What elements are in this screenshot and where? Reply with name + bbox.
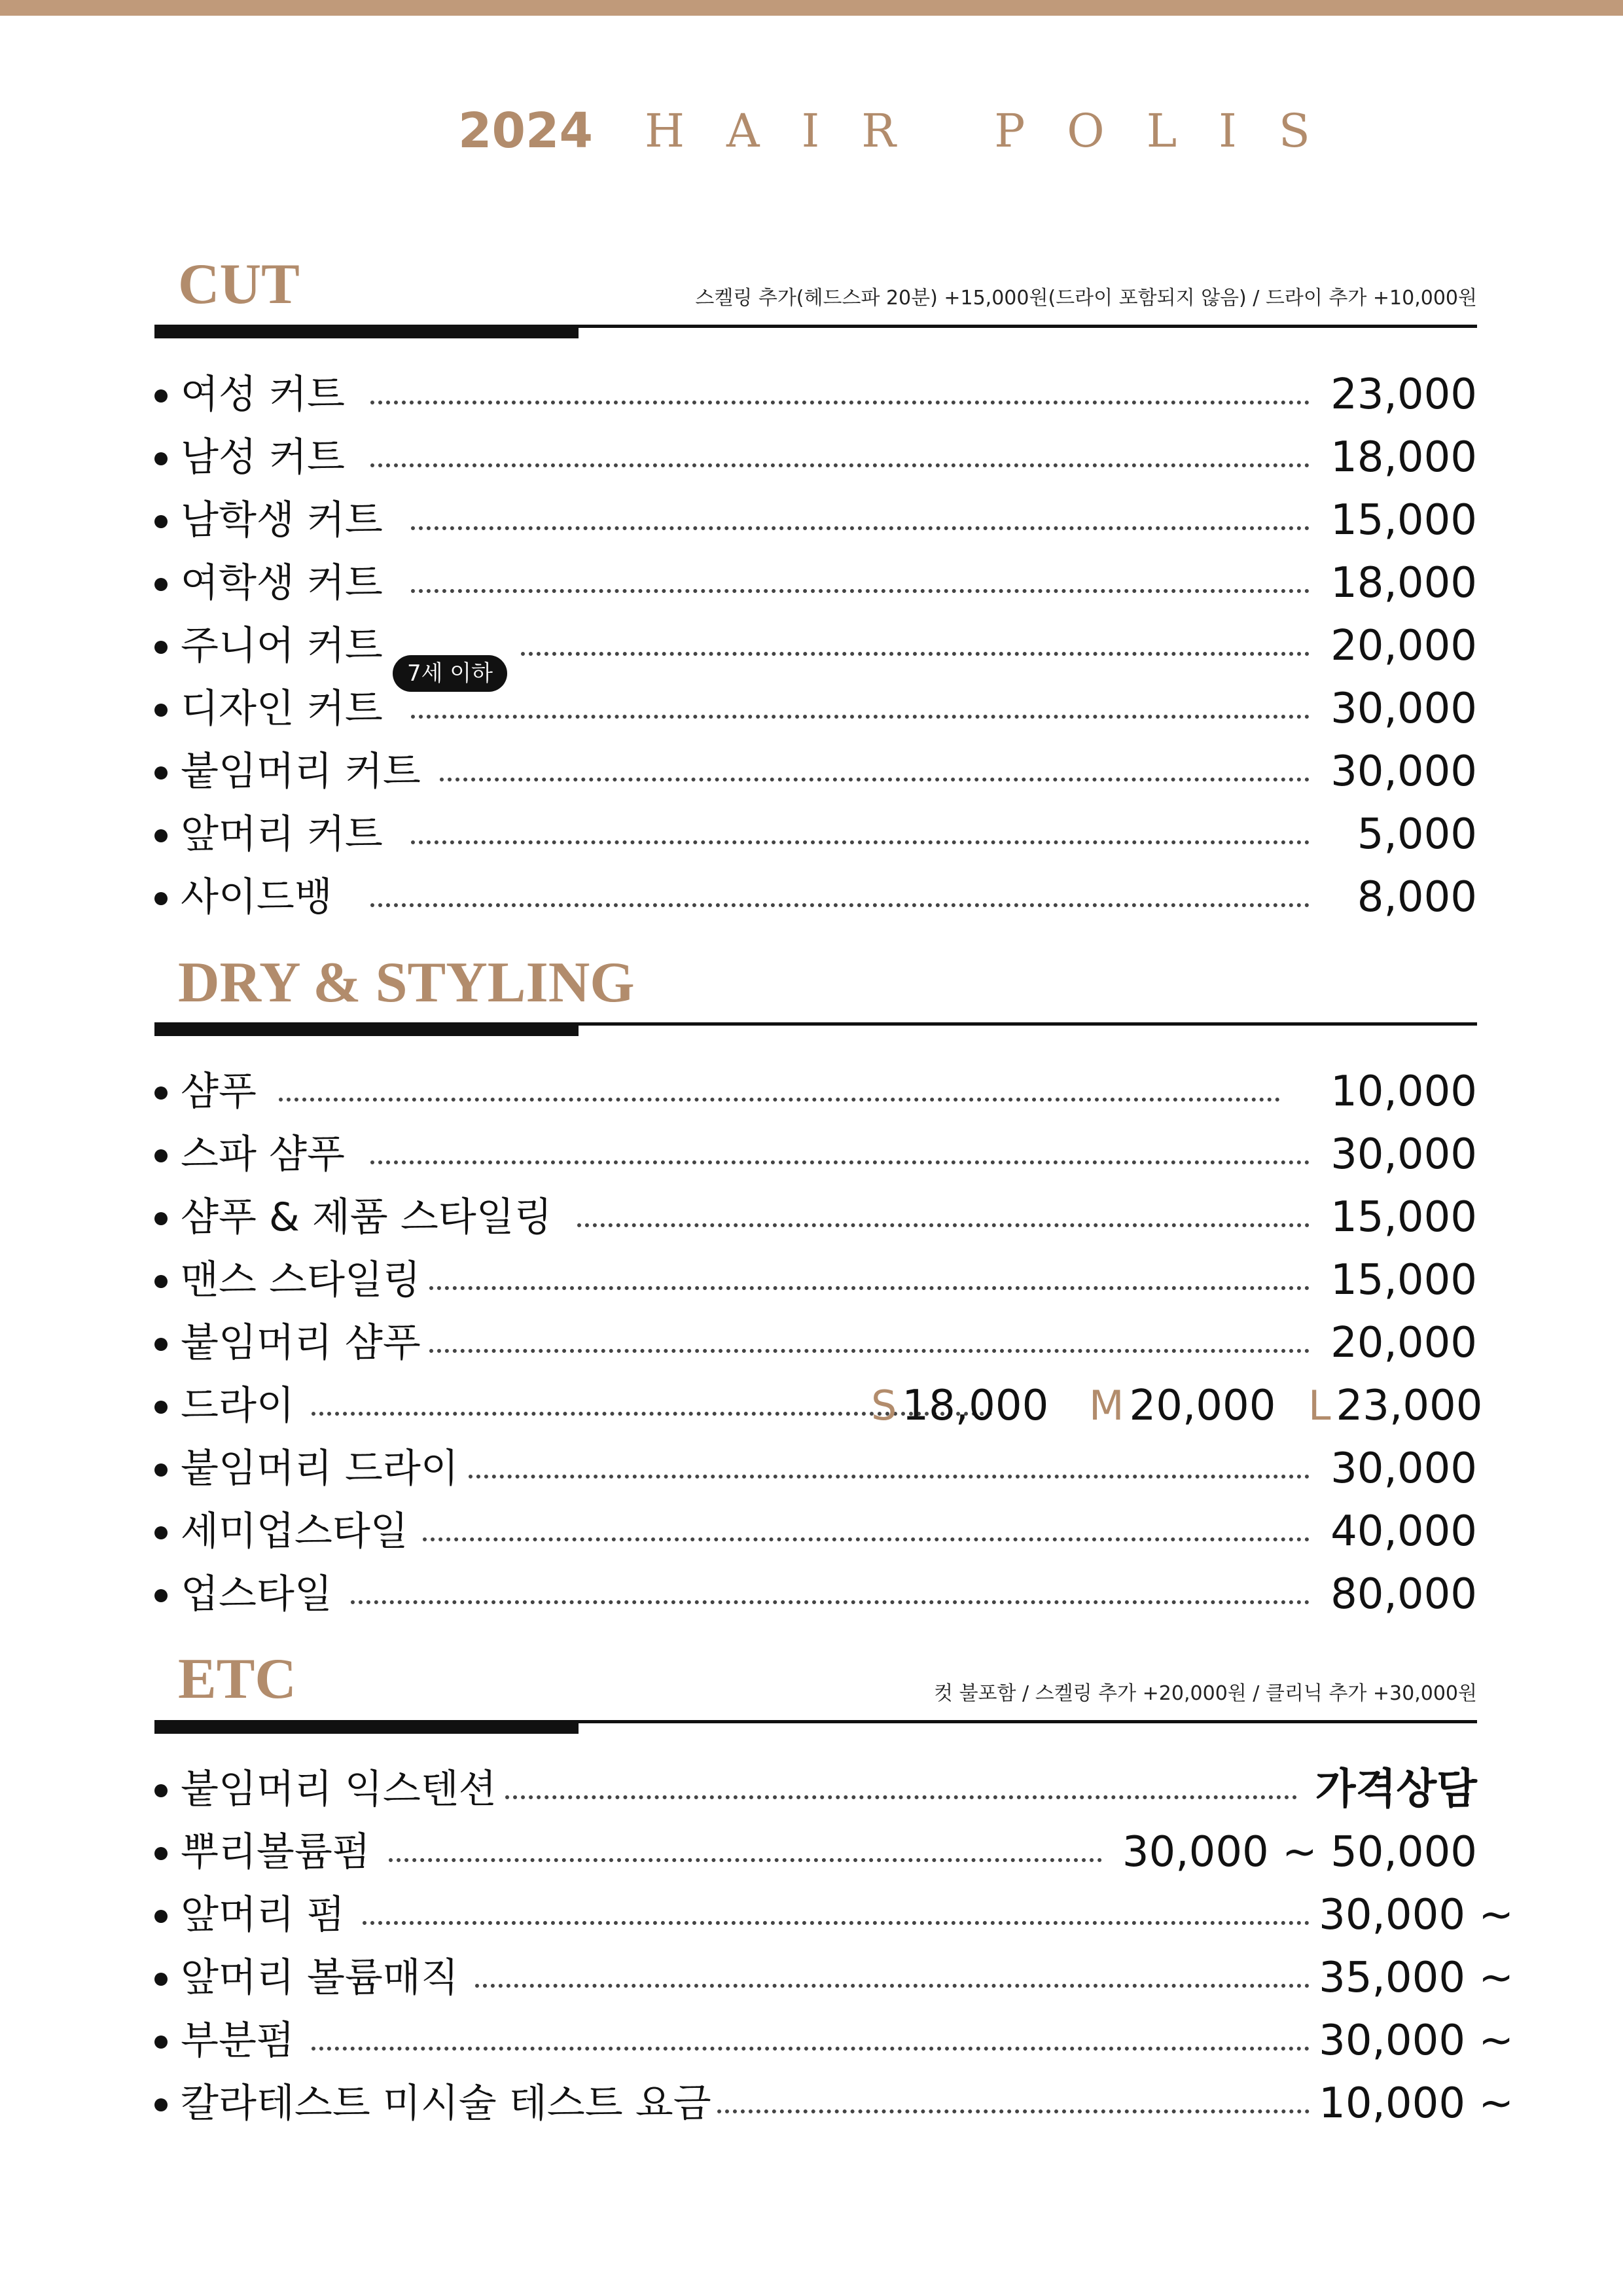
item-name: 앞머리 커트 <box>181 812 383 857</box>
bullet-icon <box>154 1973 168 1986</box>
bullet-icon <box>154 452 168 465</box>
item-price: 18,000 <box>1330 559 1477 607</box>
section-note-cut: 스켈링 추가(헤드스파 20분) +15,000원(드라이 포함되지 않음) / 드라이 추가 +10,000원 <box>695 287 1477 310</box>
bullet-icon <box>154 1589 168 1602</box>
bullet-icon <box>154 892 168 905</box>
menu-item <box>154 866 1477 929</box>
bullet-icon <box>154 1149 168 1162</box>
size-price-l <box>1308 1374 1482 1437</box>
item-name: 세미업스타일 <box>181 1509 408 1554</box>
menu-item <box>154 1500 1477 1563</box>
item-name: 붙임머리 드라이 <box>181 1446 459 1492</box>
menu-item <box>154 1374 1483 1437</box>
item-name: 샴푸 & 제품 스타일링 <box>181 1194 552 1240</box>
top-accent-bar <box>0 0 1623 16</box>
item-name: 드라이 <box>181 1383 294 1429</box>
item-price: 20,000 <box>1330 1319 1477 1367</box>
dot-leader <box>411 840 1310 844</box>
dot-leader <box>429 1286 1310 1290</box>
item-name: 붙임머리 샴푸 <box>181 1320 421 1366</box>
item-price: 15,000 <box>1330 496 1477 545</box>
bullet-icon <box>154 389 168 403</box>
bullet-icon <box>154 1784 168 1797</box>
item-price: 8,000 <box>1357 873 1477 922</box>
section-title-etc: ETC <box>178 1647 296 1711</box>
item-name: 남학생 커트 <box>181 497 383 543</box>
item-price: 23,000 <box>1330 370 1477 419</box>
item-name: 칼라테스트 미시술 테스트 요금 <box>181 2081 711 2126</box>
dot-leader <box>370 401 1310 404</box>
section-rule-accent <box>154 1723 579 1734</box>
item-price: 35,000 ~ <box>1319 1954 1514 2002</box>
item-price: 20,000 <box>1330 622 1477 670</box>
dot-leader <box>577 1223 1310 1227</box>
menu-item <box>154 1821 1477 1884</box>
item-price: 18,000 <box>1330 433 1477 482</box>
age-badge: 7세 이하 <box>393 655 507 692</box>
item-name: 사이드뱅 <box>181 874 332 920</box>
item-name: 붙임머리 익스텐션 <box>181 1767 497 1812</box>
item-price: 30,000 <box>1330 747 1477 796</box>
dot-leader <box>717 2109 1310 2113</box>
item-name: 스파 샴푸 <box>181 1132 345 1177</box>
menu-item <box>154 2072 1514 2135</box>
dot-leader <box>423 1537 1310 1541</box>
dot-leader <box>475 1984 1310 1988</box>
item-name: 업스타일 <box>181 1571 332 1617</box>
menu-item <box>154 677 1477 740</box>
item-name: 붙임머리 커트 <box>181 749 421 795</box>
dot-leader <box>411 526 1310 530</box>
item-price: 10,000 ~ <box>1319 2079 1514 2128</box>
bullet-icon <box>154 1463 168 1477</box>
item-price: 10,000 <box>1330 1067 1477 1116</box>
item-price: 15,000 <box>1330 1193 1477 1242</box>
menu-item <box>154 1312 1477 1374</box>
bullet-icon <box>154 641 168 654</box>
bullet-icon <box>154 515 168 528</box>
dot-leader <box>312 2047 1310 2051</box>
menu-item <box>154 1758 1477 1821</box>
bullet-icon <box>154 1401 168 1414</box>
bullet-icon <box>154 1910 168 1923</box>
dot-leader <box>521 652 1310 656</box>
section-title-dry-styling: DRY & STYLING <box>178 951 635 1014</box>
bullet-icon <box>154 2036 168 2049</box>
item-name: 여학생 커트 <box>181 560 383 606</box>
item-price: 80,000 <box>1330 1570 1477 1619</box>
bullet-icon <box>154 2098 168 2111</box>
item-price: 15,000 <box>1330 1256 1477 1304</box>
item-price: 30,000 <box>1330 1130 1477 1179</box>
bullet-icon <box>154 578 168 591</box>
size-value-s: 18,000 <box>902 1382 1049 1430</box>
header-year: 2024 <box>458 103 593 159</box>
item-name: 샴푸 <box>181 1069 257 1115</box>
size-value-m: 20,000 <box>1129 1382 1276 1430</box>
menu-item <box>154 615 1477 687</box>
dot-leader <box>440 778 1310 781</box>
item-price: 40,000 <box>1330 1507 1477 1556</box>
menu-item <box>154 1249 1477 1312</box>
item-name: 뿌리볼륨펌 <box>181 1829 370 1875</box>
bullet-icon <box>154 1275 168 1288</box>
item-name: 여성 커트 <box>181 372 345 418</box>
dot-leader <box>370 463 1310 467</box>
section-title-cut: CUT <box>178 253 300 316</box>
item-name: 남성 커트 <box>181 435 345 480</box>
size-label-m: M <box>1089 1382 1124 1429</box>
section-rule-accent <box>154 327 579 338</box>
bullet-icon <box>154 829 168 842</box>
bullet-icon <box>154 1086 168 1100</box>
size-value-l: 23,000 <box>1336 1382 1483 1430</box>
brand-name: HAIR POLIS <box>645 104 1352 158</box>
dot-leader <box>279 1098 1280 1102</box>
dot-leader <box>389 1858 1102 1862</box>
section-note-etc: 컷 불포함 / 스켈링 추가 +20,000원 / 클리닉 추가 +30,000원 <box>934 1682 1477 1705</box>
size-label-s: S <box>871 1382 897 1429</box>
menu-item <box>154 740 1477 803</box>
dot-leader <box>370 903 1310 907</box>
menu-item <box>154 489 1477 552</box>
bullet-icon <box>154 1212 168 1225</box>
dot-leader <box>469 1475 1310 1479</box>
item-price: 30,000 <box>1330 1444 1477 1493</box>
bullet-icon <box>154 1526 168 1539</box>
size-price-m <box>1089 1374 1275 1437</box>
item-name: 부분펌 <box>181 2018 294 2064</box>
menu-item <box>154 1123 1477 1186</box>
item-price: 30,000 ~ 50,000 <box>1122 1828 1477 1876</box>
menu-item <box>154 1060 1477 1123</box>
item-name: 앞머리 볼륨매직 <box>181 1955 459 2001</box>
item-price: 30,000 ~ <box>1319 1891 1514 1939</box>
menu-item <box>154 1563 1477 1626</box>
menu-item <box>154 552 1477 615</box>
page-header <box>0 98 1623 164</box>
item-price: 30,000 <box>1330 685 1477 733</box>
menu-item <box>154 426 1477 489</box>
menu-item <box>154 1884 1514 1946</box>
item-name: 디자인 커트 <box>181 686 383 732</box>
size-label-l: L <box>1308 1382 1331 1429</box>
dot-leader <box>351 1600 1310 1604</box>
menu-item <box>154 2009 1514 2072</box>
dot-leader <box>363 1921 1310 1925</box>
item-name: 맨스 스타일링 <box>181 1257 421 1303</box>
bullet-icon <box>154 766 168 780</box>
menu-item <box>154 1437 1477 1500</box>
section-rule-accent <box>154 1025 579 1036</box>
item-price: 5,000 <box>1357 810 1477 859</box>
dot-leader <box>411 589 1310 593</box>
bullet-icon <box>154 1847 168 1860</box>
menu-item <box>154 803 1477 866</box>
bullet-icon <box>154 1338 168 1351</box>
bullet-icon <box>154 704 168 717</box>
dot-leader <box>429 1349 1310 1353</box>
menu-item <box>154 1186 1477 1249</box>
size-price-s <box>871 1374 1048 1437</box>
item-price: 가격상담 <box>1315 1765 1477 1814</box>
dot-leader <box>505 1795 1297 1799</box>
dot-leader <box>411 715 1310 719</box>
item-name: 주니어 커트 <box>181 623 383 669</box>
menu-item <box>154 363 1477 426</box>
dot-leader <box>370 1160 1310 1164</box>
item-price: 30,000 ~ <box>1319 2017 1514 2065</box>
item-name: 앞머리 펌 <box>181 1892 345 1938</box>
menu-item <box>154 1946 1514 2009</box>
